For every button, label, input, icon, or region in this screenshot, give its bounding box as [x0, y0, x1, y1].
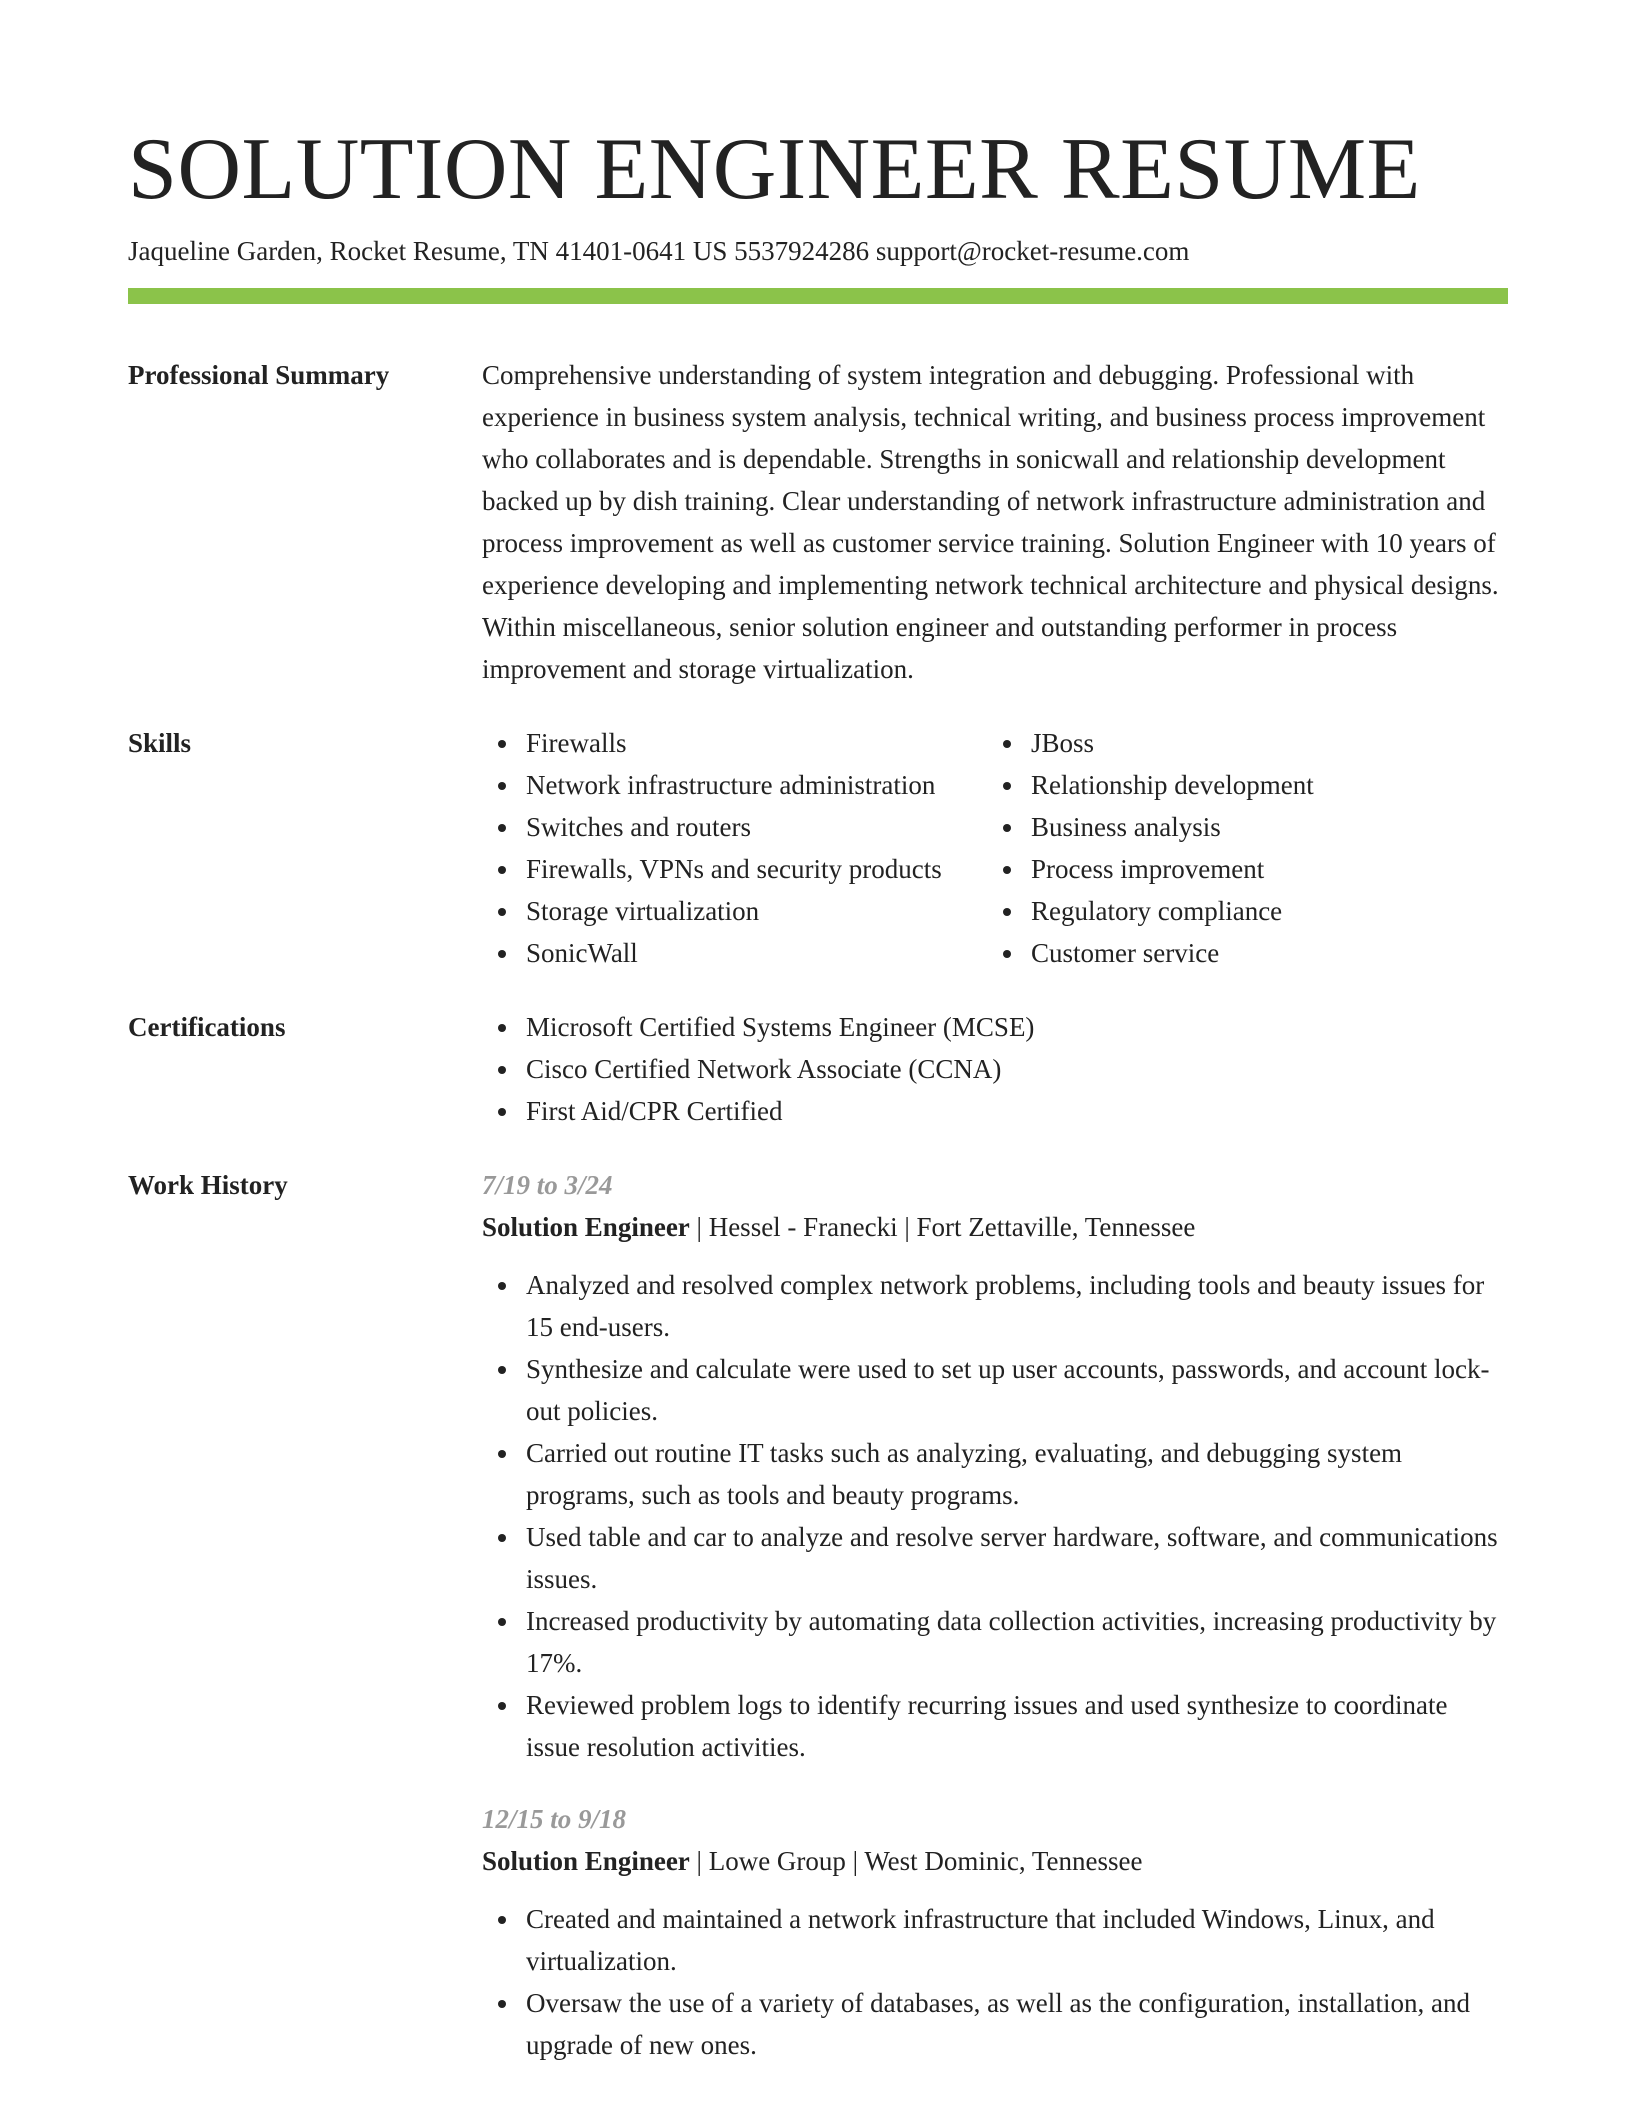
job-bullets: [482, 1898, 1508, 2066]
summary-text: Comprehensive understanding of system integration and debugging. Professional with experience in business system analysis, technical writing, and business process improvement who collaborates and is dependable. Strengths in sonicwall and relationship development backed up by dish training. Clear understanding of network infrastructure administration and process improvement as well as customer service training. Solution Engineer with 10 years of experience developing and implementing network technical architecture and physical designs. Within miscellaneous, senior solution engineer and outstanding performer in process improvement and storage virtualization.: [482, 360, 1499, 684]
job-bullet: Analyzed and resolved complex network problems, including tools and beauty issues for 15 end-users.: [482, 1264, 1508, 1348]
skill-item: Relationship development: [987, 764, 1314, 806]
skill-item: SonicWall: [482, 932, 987, 974]
skill-item: JBoss: [987, 722, 1314, 764]
contact-line: Jaqueline Garden, Rocket Resume, TN 41401-0641 US 5537924286 support@rocket-resume.com: [128, 236, 1190, 266]
certification-item: Cisco Certified Network Associate (CCNA): [482, 1048, 1508, 1090]
job-details: | Lowe Group | West Dominic, Tennessee: [689, 1846, 1143, 1876]
job-bullet: Used table and car to analyze and resolve server hardware, software, and communications issues.: [482, 1516, 1508, 1600]
job-bullet: Oversaw the use of a variety of databases, as well as the configuration, installation, and upgrade of new ones.: [482, 1982, 1508, 2066]
skill-item: Network infrastructure administration: [482, 764, 987, 806]
work-history-section: [128, 1164, 1508, 2066]
skill-item: Switches and routers: [482, 806, 987, 848]
skill-item: Firewalls: [482, 722, 987, 764]
skill-item: Process improvement: [987, 848, 1314, 890]
job-bullet: Carried out routine IT tasks such as analyzing, evaluating, and debugging system programs, such as tools and beauty programs.: [482, 1432, 1508, 1516]
skill-item: Business analysis: [987, 806, 1314, 848]
certification-item: Microsoft Certified Systems Engineer (MCSE): [482, 1006, 1508, 1048]
skills-grid: [482, 722, 1508, 974]
skills-list-right: [987, 722, 1314, 974]
section-label-certifications: Certifications: [128, 1012, 286, 1042]
skills-section: [128, 722, 1508, 974]
job-heading: [482, 1840, 1508, 1882]
skill-item: Storage virtualization: [482, 890, 987, 932]
job-bullet: Reviewed problem logs to identify recurring issues and used synthesize to coordinate issue resolution activities.: [482, 1684, 1508, 1768]
professional-summary-section: [128, 354, 1508, 690]
skills-list-left: [482, 722, 987, 974]
job-bullets: [482, 1264, 1508, 1768]
job-bullet: Increased productivity by automating data collection activities, increasing productivity by 17%.: [482, 1600, 1508, 1684]
job-heading: [482, 1206, 1508, 1248]
job-title: Solution Engineer: [482, 1846, 690, 1876]
section-label-skills: Skills: [128, 728, 192, 758]
job-dates: 12/15 to 9/18: [482, 1804, 627, 1834]
job-entry: [482, 1164, 1508, 1768]
resume-title: SOLUTION ENGINEER RESUME: [128, 121, 1421, 218]
skill-item: Regulatory compliance: [987, 890, 1314, 932]
job-entry: [482, 1798, 1508, 2066]
job-title: Solution Engineer: [482, 1212, 690, 1242]
skill-item: Firewalls, VPNs and security products: [482, 848, 987, 890]
certification-item: First Aid/CPR Certified: [482, 1090, 1508, 1132]
accent-divider: [128, 288, 1508, 304]
job-dates: 7/19 to 3/24: [482, 1170, 613, 1200]
job-bullet: Synthesize and calculate were used to set up user accounts, passwords, and account lock-out policies.: [482, 1348, 1508, 1432]
job-bullet: Created and maintained a network infrastructure that included Windows, Linux, and virtualization.: [482, 1898, 1508, 1982]
certifications-list: [482, 1006, 1508, 1132]
section-label-work-history: Work History: [128, 1170, 288, 1200]
resume-page: [128, 118, 1508, 2066]
certifications-section: [128, 1006, 1508, 1132]
job-details: | Hessel - Franecki | Fort Zettaville, Tennessee: [689, 1212, 1196, 1242]
skill-item: Customer service: [987, 932, 1314, 974]
section-label-summary: Professional Summary: [128, 360, 390, 390]
